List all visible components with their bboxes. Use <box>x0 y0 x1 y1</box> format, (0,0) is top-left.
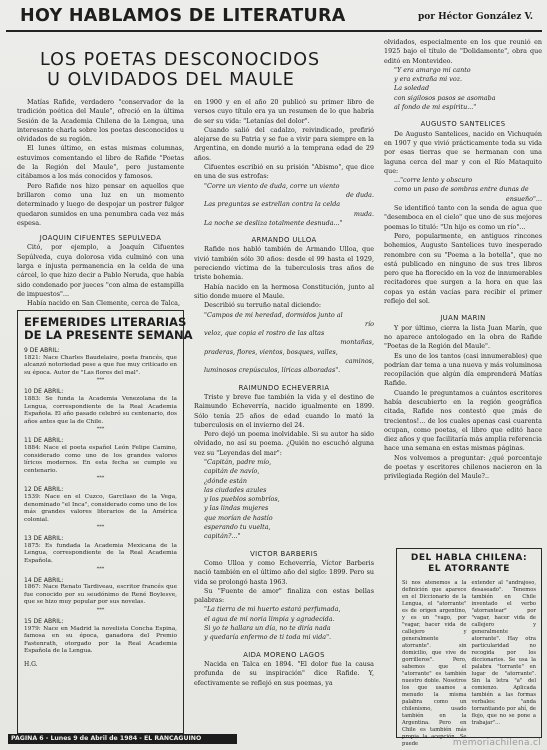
paragraph: Citó, por ejemplo, a Joaquín Cifuentes Sepúlveda, cuya dolorosa vida culminó con una larga e injusta permanencia en la celda de una cárcel, lo que hizo decir a Pablo Neruda, que había sido condenado por jueces "con alma de estampilla de impuestos"... <box>17 243 184 298</box>
verse-line: Si yo te hallara un día, no te diría nada <box>204 624 331 633</box>
paragraph: Como Ulloa y como Echeverría, Víctor Barberis nació también en el último año del siglo: 1899. Pero su vida se prolongó hasta 1963. <box>194 558 374 586</box>
separator-stars: *** <box>96 475 105 482</box>
verse-line: ..."corre lento y obscuro <box>394 176 473 185</box>
verse-line: La soledad <box>394 84 430 93</box>
section-heading-echeverria: RAIMUNDO ECHEVERRIA <box>238 383 330 392</box>
verse-line: ¿dónde están <box>204 476 247 485</box>
efemerides-entry <box>24 347 177 383</box>
paragraph: Había nacido en San Clemente, cerca de Talca, <box>27 299 181 308</box>
verse-line: al fondo de mi espíritu..." <box>394 103 477 112</box>
efemerides-entry <box>24 535 177 571</box>
efemerides-entry <box>24 437 177 481</box>
verse-line: veloz, que copia el rostro de las altas <box>204 329 325 338</box>
verse-line: de duda. <box>345 190 374 199</box>
paragraph: Cuando salió del cadalzo, reivindicado, prefirió alejarse de su Patria y se fue a vivir para siempre en la Argentina, en donde murió a la temprana edad de 29 años. <box>194 125 374 162</box>
header-rule <box>6 30 542 32</box>
entry-date: 15 DE ABRIL: <box>24 618 64 626</box>
page-footer-bar: PAGINA 6 - Lunes 9 de Abril de 1984 - EL RANCAGUINO <box>8 734 237 744</box>
verse-line: praderas, flores, vientos, bosques, valles, <box>204 347 338 356</box>
verse-line: luminosos crepúsculos, líricas alboradas". <box>204 366 341 375</box>
verse-line: capitán de navío, <box>204 467 260 476</box>
efemerides-entry <box>24 577 177 613</box>
section-title: HOY HABLAMOS DE LITERATURA <box>20 6 346 26</box>
paragraph: Nos volvemos a preguntar: ¿qué porcentaje de poetas y escritores chilenos nacieron en la privilegiada Región del Maule?.. <box>384 453 542 481</box>
verse-line: el agua de mi noria limpia y agradecida. <box>204 614 335 623</box>
entry-date: 14 DE ABRIL: <box>24 576 64 584</box>
verse-line: "Campos de mi heredad, dormidos junto al <box>204 310 343 319</box>
paragraph: olvidados, especialmente en los que reunió en 1925 bajo el título de "Dolidamente", obra que editó en Montevideo. <box>384 38 542 65</box>
paragraph: Había nacido en la hermosa Constitución, junto al sitio donde muere el Maule. <box>194 282 374 300</box>
efemerides-title-line-1: EFEMERIDES LITERARIAS <box>24 315 187 329</box>
habla-title-line-2: EL ATORRANTE <box>428 564 510 574</box>
section-heading-cifuentes: JOAQUIN CIFUENTES SEPULVEDA <box>39 234 162 243</box>
watermark: memoriachilena.cl <box>452 738 541 748</box>
verse-line: "Y era amargo mi canto <box>394 65 471 74</box>
habla-title <box>402 553 536 575</box>
paragraph: Es uno de los tantos (casi innumerables) que podrían dar tema a una nueva y más voluminosa recopilación que algún día emprenderá Matías Rafide. <box>384 351 542 388</box>
entry-date: 10 DE ABRIL: <box>24 388 64 396</box>
entry-text: 1539: Nace en el Cuzco, Garcilaso de la Vega, denominado "el Inca", considerado como uno de los más grandes valores literarios de la América colonial. <box>24 493 177 523</box>
section-heading-lagos: AIDA MORENO LAGOS <box>243 650 325 659</box>
section-heading-ulloa: ARMANDO ULLOA <box>251 236 317 245</box>
byline: por Héctor González V. <box>417 12 533 22</box>
article-column-1 <box>17 98 184 309</box>
paragraph: Cuando le preguntamos a cuántos escritores había descubierto en la región geográfica citada, Rafide nos contestó que ¡más de trecientos!... de los cuales apenas casi cuarenta ocupan, como poetas, el libro que editó hace diez años y que facilitaría más amplia referencia hace una semana en estas mismas páginas. <box>384 388 542 453</box>
verse-line: muda. <box>353 209 374 218</box>
efemerides-title <box>24 315 193 342</box>
entry-text: 1875: Es fundada la Academia Mexicana de la Lengua, correspondiente de la Real Academia Española. <box>24 542 177 565</box>
habla-column-b: extender al "andrajoso, desaseado". Tenemos también en Chile inventado el verbo "atorrantear" por "vagar, hacer vida de callejero y generalmente atorrante". Hay otra particularidad no recogida por los diccionarios. Se usa la palabra "torrante" en lugar de "atorrante". Sin la letra "a" del comienzo. Aplicada también a las formas verbales: "anda torrantiando por ahí, de flojo, que no se pone a trabajar"... <box>471 580 536 726</box>
entry-text: 1883: Se funda la Academia Venezolana de la Lengua, correspondiente de la Real Academia Española. El año pasado celebró su centenario, dos años antes que la de Chile. <box>24 395 177 425</box>
verse-line: "Corre un viento de duda, corre un viento <box>204 181 340 190</box>
verse-line: como un paso de sombras entre dunas de <box>394 185 529 194</box>
article-column-3 <box>384 38 542 482</box>
efemerides-entry <box>24 618 177 656</box>
paragraph: De Augusto Santelices, nacido en Vichuquén en 1907 y que vivió prácticamente toda su vida por esas tierras que se hermanan con una laguna cerca del mar y con el Río Mataquito que: <box>384 129 542 175</box>
headline-line-2: U OLVIDADOS DEL MAULE <box>47 70 295 90</box>
verse-line: y los pueblos sombríos, <box>204 495 280 504</box>
verse-line: montañas, <box>340 338 374 347</box>
verse-line: La noche se desliza totalmente desnuda..." <box>204 218 343 227</box>
habla-columns <box>402 580 536 748</box>
entry-text: 1884: Nace el poeta español León Felipe Camino, considerado como uno de los grandes valores líricos modernos. En esta fecha se cumple su centenario. <box>24 444 177 474</box>
separator-stars: *** <box>96 426 105 433</box>
paragraph: Y por último, cierra la lista Juan Marín, que no aparece antologado en la obra de Rafide "Poetas de la Región del Maule". <box>384 323 542 351</box>
habla-column-a: Si nos atenemos a la definición que aparece en el Diccionario de la Lengua, el "atorrante" es de origen argentino, y es un "vago, por "vagar, hacer vida de callejero y generalmente atorrante". sin domicilio, que vive de gorrilleros". Pero, sabemos que el "atorrante" es también nuestro doble. Nosotros los que usamos a menudo la misma palabra como un chilenismo, usado también en la Argentina. Pero en Chile es también más propia la acepción. Se puede <box>402 580 467 747</box>
verse-line: capitán?..." <box>204 532 241 541</box>
entry-date: 11 DE ABRIL: <box>24 437 64 445</box>
paragraph: Pero, popularmente, en antiguos rincones bohemios, Augusto Santelices tuvo inesperado renombre con su "Poema a la botella", que no está publicado en ninguno de sus tres libros pero que ha florecido en la voz de innumerables recitadores que surgen a la hora en que las copas ya están vacías para recibir el primer reflejo del sol. <box>384 231 542 306</box>
verse-line: esperando tu vuelta, <box>204 523 271 532</box>
verse-line: Las preguntas se estrellan contra la celda <box>204 200 341 209</box>
efemerides-entry <box>24 388 177 432</box>
verse-line: río <box>365 319 374 328</box>
article-column-2 <box>194 98 374 688</box>
entry-date: 9 DE ABRIL: <box>24 347 60 354</box>
verse-line: que morían de hastío <box>204 513 273 522</box>
efemerides-entry <box>24 486 177 530</box>
verse-line: y las lindas mujeres <box>204 504 269 513</box>
paragraph: Se identificó tanto con la senda de agua que "desemboca en el cielo" que uno de sus mejores poemas lo tituló: "Un hijo es como un río"... <box>384 204 542 231</box>
efemerides-box <box>17 310 193 734</box>
section-heading-barberis: VICTOR BARBERIS <box>250 549 318 558</box>
entry-text: 1979: Nace en Madrid la novelista Concha Espina, famosa en su época, ganadora del Premio Fastenrath, otorgado por la Real Academia Española de la Lengua. <box>24 625 177 655</box>
paragraph: Su "Fuente de amor" finaliza con estas bellas palabras: <box>194 586 374 605</box>
paragraph: Cifuentes escribió en su prisión "Abismo", que dice en una de sus estrofas: <box>194 163 374 181</box>
entry-date: 12 DE ABRIL: <box>24 486 64 494</box>
headline-line-1: LOS POETAS DESCONOCIDOS <box>40 50 321 70</box>
separator-stars: *** <box>96 565 105 572</box>
verse-line: y quedaría enfermo de ti toda mi vida". <box>204 633 332 642</box>
habla-title-line-1: DEL HABLA CHILENA: <box>410 553 528 563</box>
efemerides-signature: H.G. <box>24 661 38 668</box>
separator-stars: *** <box>96 607 105 614</box>
section-heading-marin: JUAN MARIN <box>440 314 486 323</box>
verse-line: "La tierra de mi huerto estará perfumada, <box>204 605 341 614</box>
verse-line: las ciudades azules <box>204 485 267 494</box>
separator-stars: *** <box>96 377 105 384</box>
entry-text: 1867: Nace Renato Tardiveau, escritor francés que fue conocido por su seudónimo de René Boylesve, que se hizo muy popular por sus novelas. <box>24 584 177 606</box>
verse-line: ensueño"... <box>505 194 542 203</box>
paragraph: en 1900 y en el año 20 publicó su primer libro de versos cuyo título era ya un resumen de lo que habría de ser su vida: "Letanías del dolor". <box>194 98 374 125</box>
paragraph: Triste y breve fue también la vida y el destino de Raimundo Echeverría, nacido igualmente en 1899. Sólo tenía 25 años de edad cuando lo mató la tuberculosis en el invierno del 24. <box>194 392 374 429</box>
entry-text: 1821: Nace Charles Baudelaire, poeta francés, que alcanzó notoriedad pese a que fue muy criticado en su época. Autor de "Las flores del mal". <box>24 354 177 376</box>
separator-stars: *** <box>96 524 105 531</box>
paragraph: Nacida en Talca en 1894. "El dolor fue la causa profunda de su inspiración" dice Rafide. Y, efectivamente se reflejó en sus poemas, ya <box>194 659 374 687</box>
paragraph: Matías Rafide, verdadero "conservador de la tradición poética del Maule", ofreció en la última Sesión de la Academia Chilena de la Lengua, una interesante charla sobre los poetas desconocidos u olvidados de su región. <box>17 98 184 144</box>
efemerides-title-line-2: DE LA PRESENTE SEMANA <box>24 328 193 342</box>
entry-date: 13 DE ABRIL: <box>24 535 64 543</box>
paragraph: Pero Rafide nos hizo pensar en aquellos que brillaron como una luz en un momento determinado y luego de despojar un postrer fulgor quedaron sumidos en una penumbra cada vez más espesa. <box>17 181 184 227</box>
verse-line: con sigilosos pasos se asomaba <box>394 93 496 102</box>
verse-line: y era extraña mi voz. <box>394 75 463 84</box>
paragraph: Describió su terruño natal diciendo: <box>204 301 322 310</box>
verse-line: caminos, <box>345 357 374 366</box>
section-heading-santelices: AUGUSTO SANTELICES <box>420 120 506 129</box>
paragraph: Pero dejó un poema inolvidable. Si su autor ha sido olvidado, no así su poema. ¿Quién no escuchó alguna vez su "Leyendas del mar": <box>194 430 374 457</box>
verse-line: "Capitán, padre mío, <box>204 457 272 466</box>
paragraph: Rafide nos habló también de Armando Ulloa, que vivió también sólo 30 años: desde el 99 hasta el 1929, pereciendo víctima de la tuberculosis tras años de triste bohemia. <box>194 245 374 282</box>
paragraph: El lunes último, en estas mismas columnas, estuvimos comentando el libro de Rafide "Poetas de la Región del Maule", pero justamente citábamos a los más conocidos y famosos. <box>17 144 184 181</box>
